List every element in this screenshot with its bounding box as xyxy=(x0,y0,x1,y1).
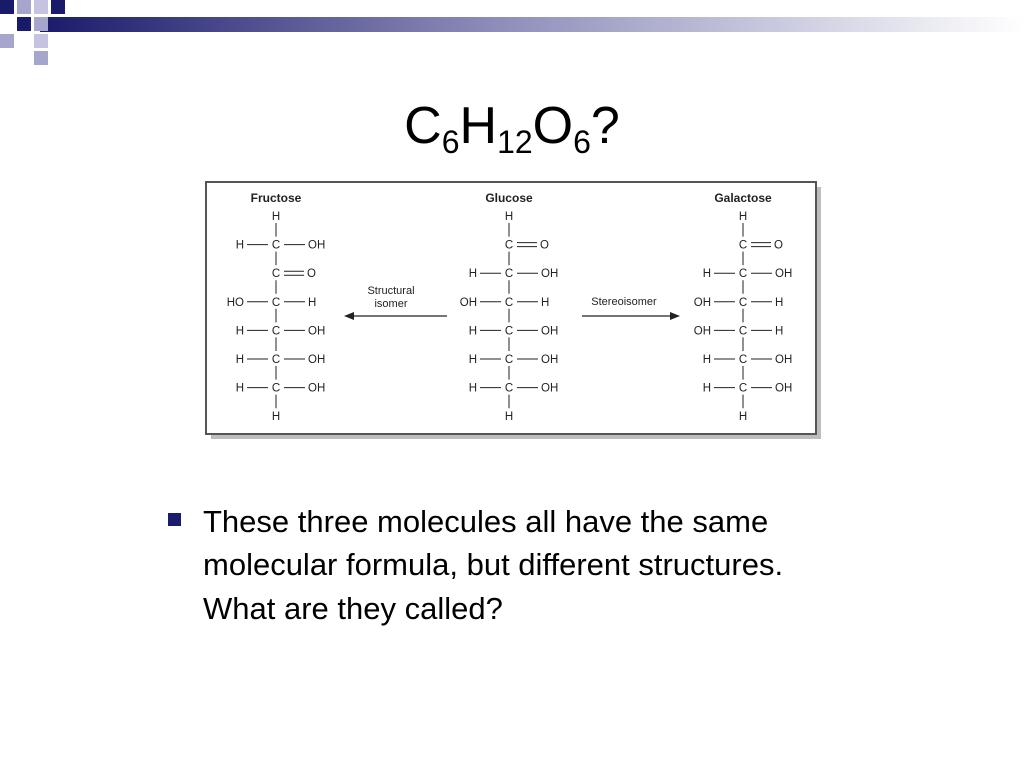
right-group: OH xyxy=(541,382,559,395)
left-group: OH xyxy=(693,325,711,338)
stereoisomer-label: Stereoisomer xyxy=(591,296,657,308)
structural-label-line2: isomer xyxy=(374,298,408,310)
oxygen-atom: O xyxy=(540,239,549,252)
left-group: H xyxy=(702,382,711,395)
carbon-atom: C xyxy=(271,296,281,309)
left-group: HO xyxy=(226,296,244,309)
left-group: H xyxy=(235,382,244,395)
left-group: H xyxy=(468,325,477,338)
deco-square xyxy=(34,34,48,48)
deco-square xyxy=(34,0,48,14)
carbon-atom: C xyxy=(271,354,281,366)
carbon-atom: C xyxy=(271,382,281,395)
carbon-atom: C xyxy=(738,296,748,309)
carbon-atom: C xyxy=(271,268,281,281)
sugar-isomer-diagram xyxy=(204,180,824,442)
carbon-atom: C xyxy=(504,354,514,366)
terminal-hydrogen: H xyxy=(504,211,514,223)
left-group: H xyxy=(702,354,711,366)
title-symbol: H xyxy=(459,97,498,155)
terminal-hydrogen: H xyxy=(271,411,281,424)
structural-label-line1: Structural xyxy=(367,285,415,297)
deco-square xyxy=(51,0,65,14)
right-group: OH xyxy=(308,354,326,366)
left-group: H xyxy=(235,239,244,252)
left-group: H xyxy=(702,268,711,281)
carbon-atom: C xyxy=(504,296,514,309)
right-group: H xyxy=(775,296,784,309)
oxygen-atom: O xyxy=(307,268,316,281)
slide-title xyxy=(0,97,1024,160)
deco-square xyxy=(17,17,31,31)
right-group: OH xyxy=(541,325,559,338)
right-group: H xyxy=(541,296,550,309)
left-group: OH xyxy=(459,296,477,309)
left-group: OH xyxy=(693,296,711,309)
title-symbol: O xyxy=(532,97,574,155)
molecule-name: Glucose xyxy=(485,191,533,205)
carbon-atom: C xyxy=(271,325,281,338)
left-group: H xyxy=(468,382,477,395)
left-group: H xyxy=(235,354,244,366)
terminal-hydrogen: H xyxy=(271,211,281,223)
carbon-atom: C xyxy=(504,325,514,338)
title-subscript: 6 xyxy=(441,124,460,160)
right-group: OH xyxy=(775,382,793,395)
title-subscript: 6 xyxy=(573,124,591,160)
carbon-atom: C xyxy=(504,382,514,395)
terminal-hydrogen: H xyxy=(504,411,514,424)
deco-square xyxy=(34,17,48,31)
deco-square xyxy=(17,0,31,14)
right-group: OH xyxy=(541,268,559,281)
molecule-name: Galactose xyxy=(714,191,772,205)
right-group: H xyxy=(775,325,784,338)
carbon-atom: C xyxy=(738,382,748,395)
title-subscript: 12 xyxy=(497,124,533,160)
carbon-atom: C xyxy=(738,325,748,338)
carbon-atom: C xyxy=(738,268,748,281)
deco-square xyxy=(0,34,14,48)
header-band xyxy=(40,17,1024,32)
right-group: H xyxy=(308,296,317,309)
right-group: OH xyxy=(308,325,326,338)
right-group: OH xyxy=(308,239,326,252)
deco-square xyxy=(0,0,14,14)
carbon-atom: C xyxy=(738,239,748,252)
title-symbol: C xyxy=(404,97,442,155)
right-group: OH xyxy=(308,382,326,395)
oxygen-atom: O xyxy=(774,239,783,252)
carbon-atom: C xyxy=(504,268,514,281)
bullet-text: These three molecules all have the same molecular formula, but different structures. What are they called? xyxy=(203,504,784,626)
left-group: H xyxy=(235,325,244,338)
corner-decoration xyxy=(0,0,1024,70)
right-group: OH xyxy=(775,354,793,366)
right-group: OH xyxy=(541,354,559,366)
left-group: H xyxy=(468,268,477,281)
carbon-atom: C xyxy=(504,239,514,252)
terminal-hydrogen: H xyxy=(738,211,748,223)
left-group: H xyxy=(468,354,477,366)
title-symbol: ? xyxy=(590,97,620,155)
terminal-hydrogen: H xyxy=(738,411,748,424)
deco-square xyxy=(34,51,48,65)
bullet-square-icon xyxy=(168,513,181,526)
molecule-name: Fructose xyxy=(250,191,302,205)
carbon-atom: C xyxy=(271,239,281,252)
carbon-atom: C xyxy=(738,354,748,366)
right-group: OH xyxy=(775,268,793,281)
